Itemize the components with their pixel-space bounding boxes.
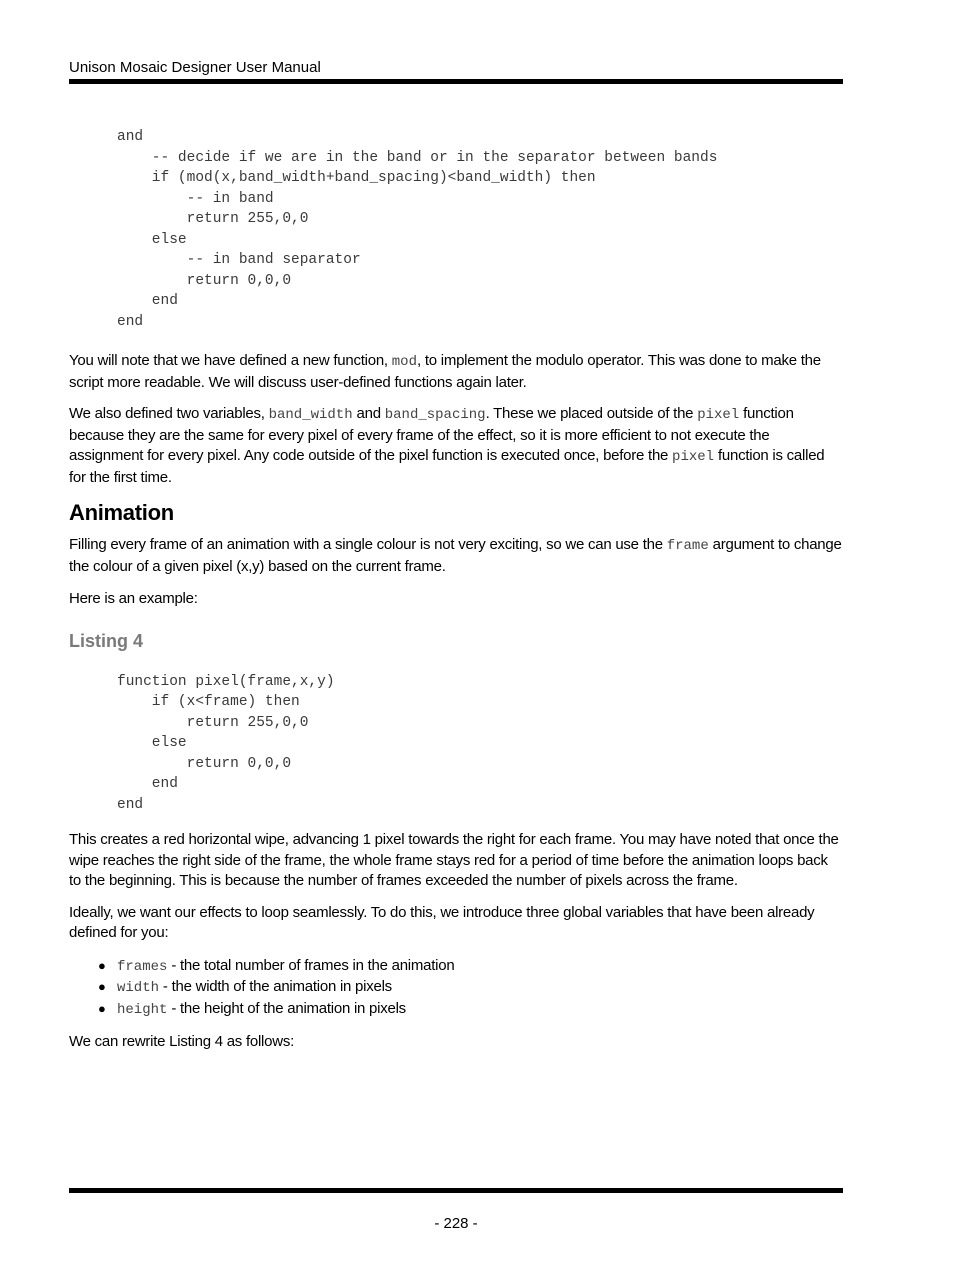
paragraph-frame-argument	[69, 535, 843, 577]
paragraph-example-intro: Here is an example:	[69, 590, 198, 607]
footer-rule	[69, 1188, 843, 1193]
list-item	[69, 977, 843, 999]
text-run: and	[352, 405, 385, 422]
inline-code-band-width: band_width	[268, 407, 353, 423]
listing-heading-4: Listing 4	[69, 630, 144, 651]
paragraph-rewrite-intro: We can rewrite Listing 4 as follows:	[69, 1033, 294, 1050]
inline-code-mod: mod	[391, 354, 417, 370]
text-run: , to implement the modulo operator. This was done to make the script more readable. We will discuss user-defined functions again later.	[69, 352, 821, 391]
list-item	[69, 956, 843, 978]
code-block-band-logic: and -- decide if we are in the band or in the separator between bands if (mod(x,band_width+band_spacing)<band_width) then -- in band return 255,0,0 else -- in band separator return 0,0,0 end end	[117, 129, 718, 330]
code-block-listing-4: function pixel(frame,x,y) if (x<frame) then return 255,0,0 else return 0,0,0 end end	[117, 673, 335, 813]
bullet-icon: ●	[98, 979, 106, 994]
inline-code-frame: frame	[666, 538, 709, 554]
inline-code-variable: frames	[117, 958, 168, 975]
text-run: Filling every frame of an animation with a single colour is not very exciting, so we can use the	[69, 536, 667, 553]
text-run: . These we placed outside of the	[485, 405, 698, 422]
bullet-icon: ●	[98, 957, 106, 973]
variable-description: - the width of the animation in pixels	[159, 978, 392, 995]
paragraph-red-wipe: This creates a red horizontal wipe, advancing 1 pixel towards the right for each frame. You may have noted that once the wipe reaches the right side of the frame, the whole frame stays red for a period of time before the animation loops back to the beginning. This is because the number of frames exceeded the number of pixels across the frame.	[69, 831, 839, 889]
text-run: function is called for the first time.	[69, 447, 825, 486]
variable-description: - the total number of frames in the animation	[167, 956, 455, 974]
bullet-icon: ●	[98, 1000, 106, 1016]
inline-code-variable: width	[117, 980, 160, 996]
page-number: - 228 -	[434, 1215, 478, 1232]
list-item	[69, 999, 843, 1021]
variable-description: - the height of the animation in pixels	[167, 999, 406, 1017]
paragraph-variables	[69, 404, 843, 488]
global-variables-list	[69, 956, 843, 1021]
inline-code-pixel: pixel	[697, 407, 740, 423]
page-content	[69, 127, 843, 1053]
text-run: function because they are the same for every pixel of every frame of the effect, so it is more efficient to not execute the assignment for every pixel. Any code outside of the pixel function is executed once, before the	[69, 405, 794, 464]
inline-code-variable: height	[117, 1001, 168, 1018]
document-header-title: Unison Mosaic Designer User Manual	[69, 59, 321, 76]
text-run: We also defined two variables,	[69, 405, 269, 422]
section-heading-animation: Animation	[69, 500, 174, 525]
paragraph-mod-function	[69, 351, 843, 393]
text-run: You will note that we have defined a new function,	[69, 352, 392, 369]
inline-code-pixel: pixel	[672, 449, 715, 465]
text-run: argument to change the colour of a given pixel (x,y) based on the current frame.	[69, 536, 842, 575]
header-rule	[69, 79, 843, 84]
manual-page	[69, 0, 843, 1272]
inline-code-band-spacing: band_spacing	[384, 407, 486, 423]
paragraph-global-variables: Ideally, we want our effects to loop seamlessly. To do this, we introduce three global variables that have been already defined for you:	[69, 903, 815, 941]
